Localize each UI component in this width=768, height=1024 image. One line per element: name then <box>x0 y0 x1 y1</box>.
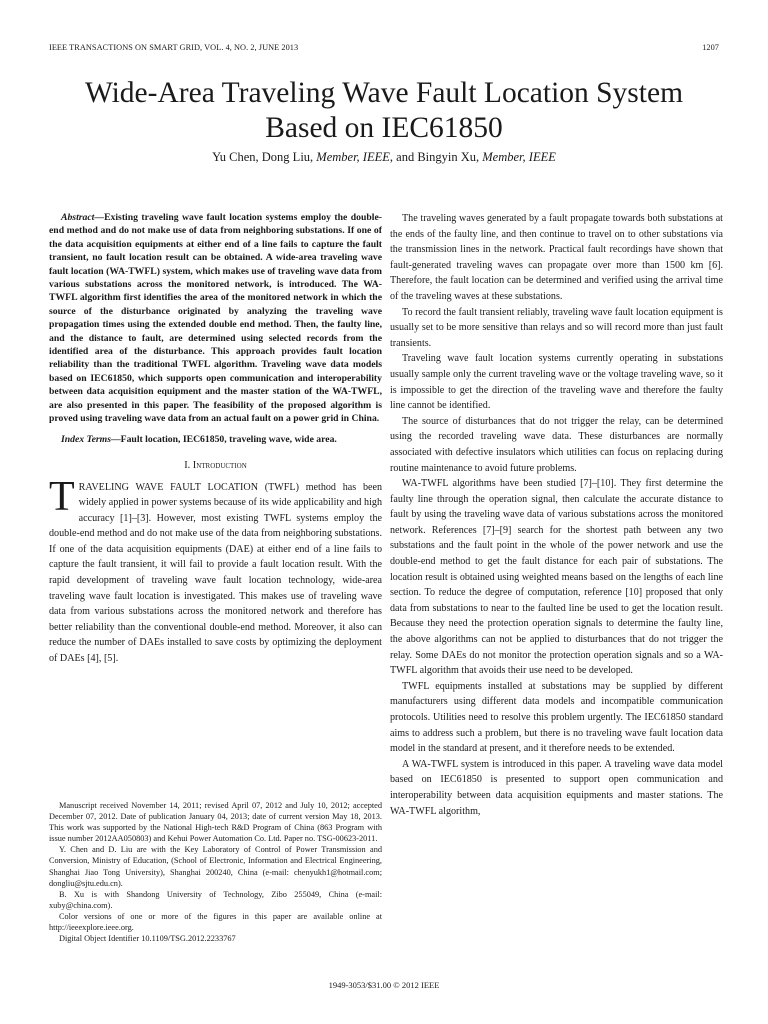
author-1: Yu Chen, <box>212 150 259 164</box>
paper-title-line2: Based on IEC61850 <box>265 112 503 144</box>
author-conjunction: , and <box>389 150 415 164</box>
author-3: Bingyin Xu, <box>417 150 480 164</box>
intro-lead: RAVELING WAVE FAULT LOCATION <box>78 481 258 493</box>
body-paragraph: The traveling waves generated by a fault propagate towards both substations at the ends of the faulty line, and then continue to travel on to other substations via the transmission lines in the network. Practical fault recordings have shown that fault-generated traveling waves can propagate over more than 1500 km [6]. Therefore, the fault location can be determined and verified using the arrival time of the traveling waves at these substations. <box>390 213 723 302</box>
paper-title-line1: Wide-Area Traveling Wave Fault Location System <box>84 77 684 109</box>
intro-text: (TWFL) method has been widely applied in power systems because of its wide applicability and high accuracy [1]–[3]. However, most existing TWFL systems employ the double-end method and do not make use of the data from neighboring substations. If one of the data acquisition equipments (DAE) at either end of a line fails to capture the fault transient, it will fail to provide a fault location result. With the rapid development of traveling wave fault location technology, wide-area traveling wave fault location is investigated. This makes use of traveling wave data from various substations across the monitored network and therefore has better reliability than the conventional double-end method. Moreover, it also can reduce the number of DAEs installed to save costs by optimizing the deployment of DAEs [4], [5]. <box>49 481 382 665</box>
abstract-text: —Existing traveling wave fault location systems employ the double-end method and do not make use of data from neighboring substations. If one of the data acquisition equipments at either end of a line fails to capture the fault transient, no fault location result can be obtained. A wide-area traveling wave fault location (WA-TWFL) system, which makes use of traveling wave data from various substations across the monitored network, is introduced. The WA-TWFL algorithm first identifies the area of the monitored network in which the source of the disturbance originated by analyzing the traveling wave propagation times using the extended double end method. Then, the faulty line, and the distance to fault, are determined using selected records from the identified area of the disturbance. This approach provides fault location reliability than the traditional TWFL algorithm. Traveling wave data models based on IEC61850, which supports open communication and interoperability between data acquisition equipment and the master station of the WA-TWFL, are also presented in this paper. The feasibility of the proposed algorithm is proved using traveling wave data from an actual fault on a power grid in China. <box>49 212 382 425</box>
footnote-doi: Digital Object Identifier 10.1109/TSG.2012.2233767 <box>59 934 236 944</box>
drop-cap: T <box>49 473 75 520</box>
right-column <box>390 211 723 819</box>
body-paragraph: Traveling wave fault location systems currently operating in substations usually sample only the current traveling wave or the voltage traveling wave, so it is impossible to get the direction of the traveling wave and therefore the faulty line cannot be identified. <box>390 353 723 412</box>
body-paragraph: The source of disturbances that do not trigger the relay, can be determined using the recorded traveling wave data. These disturbances are normally associated with defective insulators which utilities can focus on replacing during routine maintenance to avoid future problems. <box>390 415 723 474</box>
author-2: Dong Liu, <box>261 150 314 164</box>
journal-header: IEEE TRANSACTIONS ON SMART GRID, VOL. 4, NO. 2, JUNE 2013 <box>49 43 299 52</box>
left-column <box>49 211 382 667</box>
page-number: 1207 <box>702 43 719 52</box>
author-list <box>40 150 728 165</box>
footnotes <box>49 800 382 944</box>
intro-paragraph <box>49 473 382 667</box>
section-heading-introduction: I. Introduction <box>184 459 247 471</box>
footnote-received: Manuscript received November 14, 2011; revised April 07, 2012 and July 10, 2012; accepted December 07, 2012. Date of publication January 04, 2013; date of current version May 18, 2013. This work was supported by the National High-tech R&D Program of China (863 Program with issue number 2012AA050803) and Kehui Power Automation Co. Ltd. Paper no. TSG-00623-2011. <box>49 801 382 844</box>
body-paragraph: A WA-TWFL system is introduced in this paper. A traveling wave data model based on IEC61850 is presented to support open communication and interoperability between data acquisition equipments and master stations. The WA-TWFL algorithm, <box>390 758 723 817</box>
index-terms-text: —Fault location, IEC61850, traveling wave, wide area. <box>110 433 337 445</box>
author-2-role: Member, IEEE <box>316 150 390 164</box>
author-3-role: Member, IEEE <box>482 150 556 164</box>
body-paragraph: WA-TWFL algorithms have been studied [7]–[10]. They first determine the faulty line through the operation signal, then calculate the accurate distance to fault by using the traveling wave data of various substations across the monitored network. References [7]–[9] search for the shortest path between any two substations and the fault point in the whole of the power network and use the double-end method to get the fault distance for each pair of substations. The location result is obtained using weighted means based on the lengths of each line section. To reduce the degree of computation, reference [10] proposed that only data from substations to near to the faulted line be used to get the location result. Because they need the protection operation signals to determine the faulty line, the above algorithms can not be applied to disturbances that do not trigger the relay. Some DAEs do not monitor the protection operation signals and so a WA-TWFL algorithm that avoids their use need to be developed. <box>390 478 723 677</box>
footnote-color: Color versions of one or more of the figures in this paper are available online at http://ieeexplore.ieee.org. <box>49 911 382 933</box>
body-paragraph: TWFL equipments installed at substations may be supplied by different manufacturers using different data models and incompatible communication protocols. Utilities need to resolve this problem urgently. The IEC61850 standard aims to address such a problem, but there is no traveling wave fault location data model in the standard at present, and it therefore needs to be extended. <box>390 680 723 755</box>
body-paragraph: To record the fault transient reliably, traveling wave fault location equipment is usually set to be more sensitive than relays and so will record more than just fault transients. <box>390 306 723 349</box>
footnote-affiliation-2: B. Xu is with Shandong University of Technology, Zibo 255049, China (e-mail: xuby@china.com). <box>49 889 382 910</box>
index-terms-label: Index Terms <box>61 433 111 445</box>
abstract <box>49 211 382 426</box>
copyright-footer: 1949-3053/$31.00 © 2012 IEEE <box>328 980 440 990</box>
footnote-affiliation-1: Y. Chen and D. Liu are with the Key Laboratory of Control of Power Transmission and Conversion, Ministry of Education, (School of Electronic, Information and Electrical Engineering, Shanghai Jiao Tong University), Shanghai 200240, China (e-mail: chenyukh1@hotmail.com; dongliu@sjtu.edu.cn). <box>49 845 382 888</box>
index-terms <box>49 433 382 446</box>
abstract-label: Abstract <box>61 212 95 223</box>
